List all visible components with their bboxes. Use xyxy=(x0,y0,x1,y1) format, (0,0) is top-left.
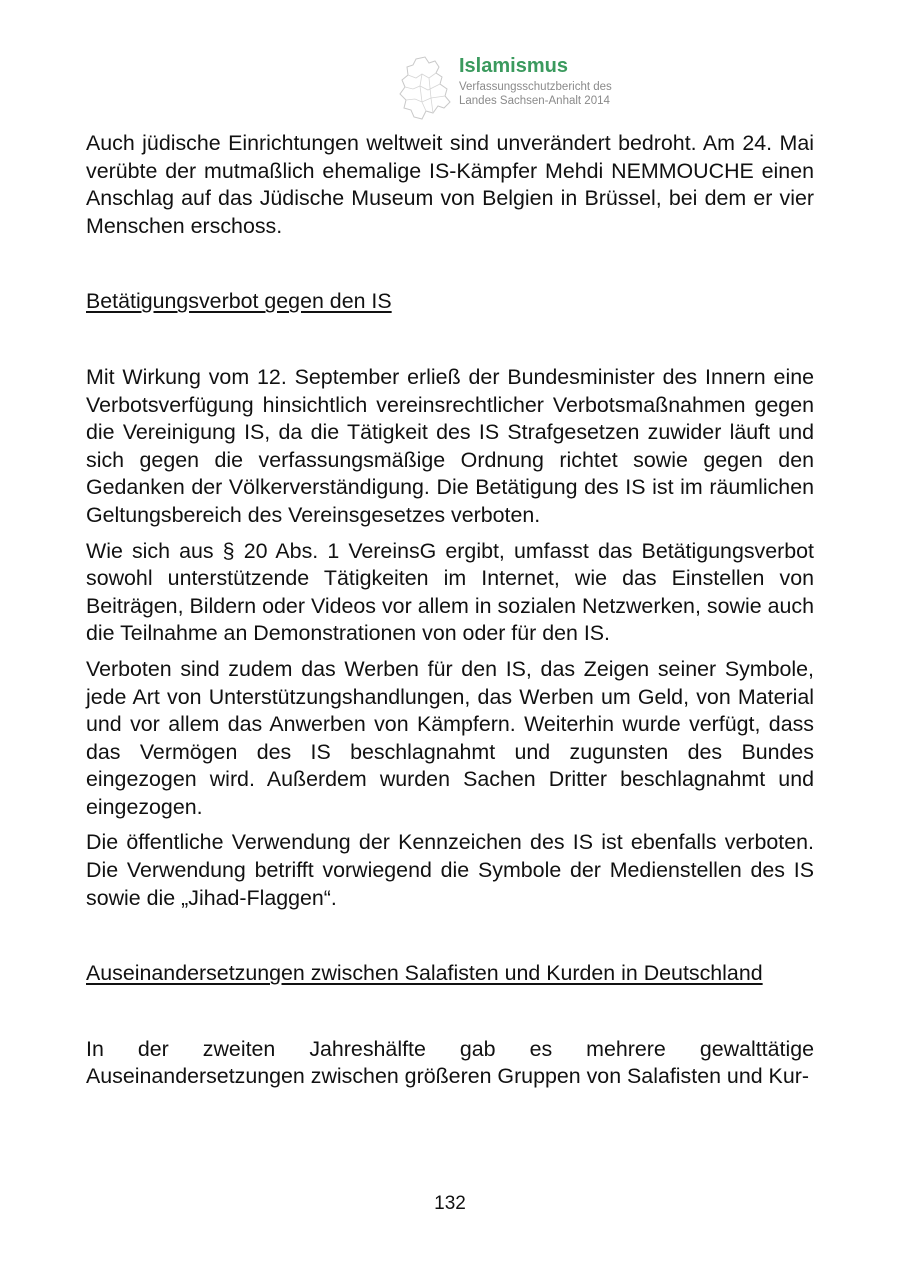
header-subtitle-line2: Landes Sachsen-Anhalt 2014 xyxy=(459,95,610,107)
section-heading-betaetigungsverbot: Betätigungsverbot gegen den IS xyxy=(86,289,392,314)
page-content xyxy=(86,130,814,1091)
paragraph-verbotsverfuegung: Mit Wirkung vom 12. September erließ der Bundesminister des Innern eine Verbotsverfügung hinsichtlich vereinsrechtlicher Verbotsmaßnahmen gegen die Vereinigung IS, da die Tätigkeit des IS Strafgesetzen zuwider läuft und sich gegen die verfassungsmäßige Ordnung richtet sowie gegen den Gedanken der Völkerverständigung. Die Betätigung des IS ist im räumlichen Geltungsbereich des Vereinsgesetzes verboten. xyxy=(86,364,814,527)
paragraph-verboten-sind: Verboten sind zudem das Werben für den IS, das Zeigen seiner Symbole, jede Art von Unterstützungshandlungen, das Werben um Geld, von Material und vor allem das Anwerben von Kämpfern. Weiterhin wurde verfügt, dass das Vermögen des IS beschlagnahmt und zugunsten des Bundes eingezogen wird. Außerdem wurden Sachen Dritter beschlagnahmt und eingezogen. xyxy=(86,656,814,819)
paragraph-juedische-einrichtungen: Auch jüdische Einrichtungen weltweit sind unverändert bedroht. Am 24. Mai verübte der mutmaßlich ehemalige IS-Kämpfer Mehdi NEMMOUCHE einen Anschlag auf das Jüdische Museum von Belgien in Brüssel, bei dem er vier Menschen erschoss. xyxy=(86,131,814,238)
paragraph-vereinsg: Wie sich aus § 20 Abs. 1 VereinsG ergibt, umfasst das Betätigungsverbot sowohl unterstützende Tätigkeiten im Internet, wie das Einstellen von Beiträgen, Bildern oder Videos vor allem in sozialen Netzwerken, sowie auch die Teilnahme an Demonstrationen von oder für den IS. xyxy=(86,538,814,646)
paragraph-kennzeichen: Die öffentliche Verwendung der Kennzeichen des IS ist ebenfalls verboten. Die Verwendung betrifft vorwiegend die Symbole der Medienstellen des IS sowie die „Jihad-Flaggen“. xyxy=(86,830,814,910)
paragraph-zweite-jahreshaelfte: In der zweiten Jahreshälfte gab es mehrere gewalttätige Auseinandersetzungen zwischen größeren Gruppen von Salafisten und Kur- xyxy=(86,1036,814,1089)
page-header xyxy=(398,52,648,126)
header-subtitle-line1: Verfassungsschutzbericht des xyxy=(459,81,612,93)
sachsen-anhalt-map-icon xyxy=(398,56,456,124)
page-number: 132 xyxy=(434,1193,466,1214)
section-heading-auseinandersetzungen: Auseinandersetzungen zwischen Salafisten und Kurden in Deutschland xyxy=(86,961,763,986)
header-title: Islamismus xyxy=(459,55,568,77)
